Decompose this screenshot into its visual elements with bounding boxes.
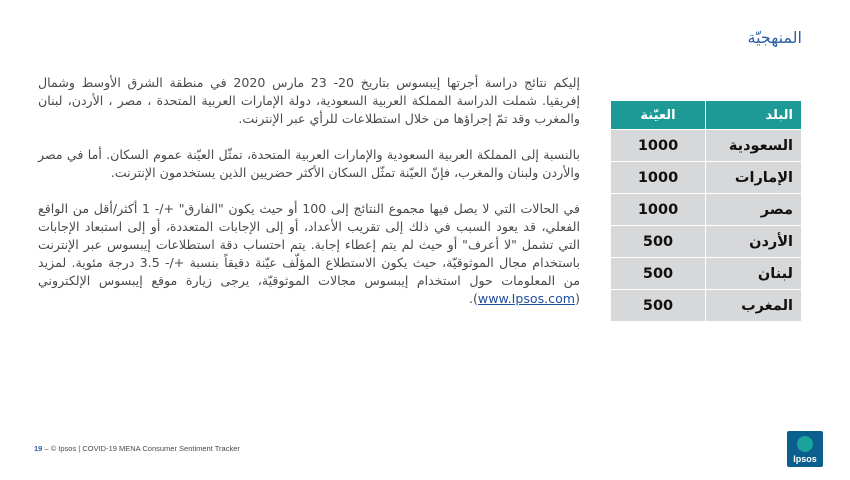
table-row	[611, 258, 802, 290]
slide-title: المنهجيّة	[747, 28, 802, 47]
footer	[34, 444, 240, 453]
country-cell: الإمارات	[706, 162, 802, 194]
paren-close: ).	[468, 291, 478, 306]
paragraph-accuracy-info	[38, 200, 580, 308]
sample-cell: 500	[611, 290, 706, 322]
paren-open: (	[575, 291, 580, 306]
country-cell: الأردن	[706, 226, 802, 258]
country-cell: مصر	[706, 194, 802, 226]
header-sample: العيّنة	[611, 101, 706, 130]
ipsos-logo-icon	[797, 436, 813, 452]
table-row	[611, 290, 802, 322]
sample-cell: 1000	[611, 162, 706, 194]
sample-size-table	[610, 100, 802, 322]
paragraph-accuracy-text: في الحالات التي لا يصل فيها مجموع النتائج إلى 100 أو حيث يكون "الفارق" +/- 1 أكثر/أقل من الواقع الفعلي، قد يعود السبب في ذلك إلى تقريب الأعداد، أو إلى الإجابات المتعددة، أو إلى استبعاد الإجابات التي تشمل "لا أعرف" أو حيث لم يتم إعطاء إجابة. يتم احتساب دقة استطلاعات إيبسوس عبر الإنترنت باستخدام مجال الموثوقيّة، حيث يكون الاستطلاع المؤلّف عيّنة دقيقاً بنسبة +/- 3.5 درجة مئوية. لمزيد من المعلومات حول استخدام إيبسوس مجالات الموثوقيّة، يرجى زيارة موقع إيبسوس الإلكتروني	[38, 201, 581, 288]
header-country: البلد	[706, 101, 802, 130]
country-cell: لبنان	[706, 258, 802, 290]
ipsos-logo-text: Ipsos	[793, 454, 817, 464]
country-cell: المغرب	[706, 290, 802, 322]
footer-separator: –	[42, 444, 51, 453]
table-row	[611, 162, 802, 194]
sample-cell: 1000	[611, 130, 706, 162]
paragraph-sample-info: بالنسبة إلى المملكة العربية السعودية والإمارات العربية المتحدة، تمثّل العيّنة عموم السكان. أما في مصر والأردن ولبنان والمغرب، فإنّ العيّنة تمثّل السكان الأكثر حضريين الذين يستخدمون الإنترنت.	[38, 147, 580, 180]
sample-cell: 500	[611, 258, 706, 290]
ipsos-website-link[interactable]: www.Ipsos.com	[477, 291, 576, 306]
sample-cell: 500	[611, 226, 706, 258]
methodology-text	[38, 74, 580, 326]
sample-cell: 1000	[611, 194, 706, 226]
ipsos-logo	[787, 431, 823, 467]
table-row	[611, 226, 802, 258]
table-row	[611, 194, 802, 226]
paragraph-survey-info: إليكم نتائج دراسة أجرتها إيبسوس بتاريخ 20- 23 مارس 2020 في منطقة الشرق الأوسط وشمال إفريقيا. شملت الدراسة المملكة العربية السعودية، دولة الإمارات العربية المتحدة ، مصر ، الأردن، لبنان والمغرب وقد تمّ إجراؤها من خلال استطلاعات للرأي عبر الإنترنت.	[38, 75, 581, 126]
table-header-row	[611, 101, 802, 130]
footer-text: © Ipsos | COVID-19 MENA Consumer Sentiment Tracker	[50, 444, 240, 453]
page-number: 19	[34, 444, 43, 453]
table-row	[611, 130, 802, 162]
country-cell: السعودية	[706, 130, 802, 162]
